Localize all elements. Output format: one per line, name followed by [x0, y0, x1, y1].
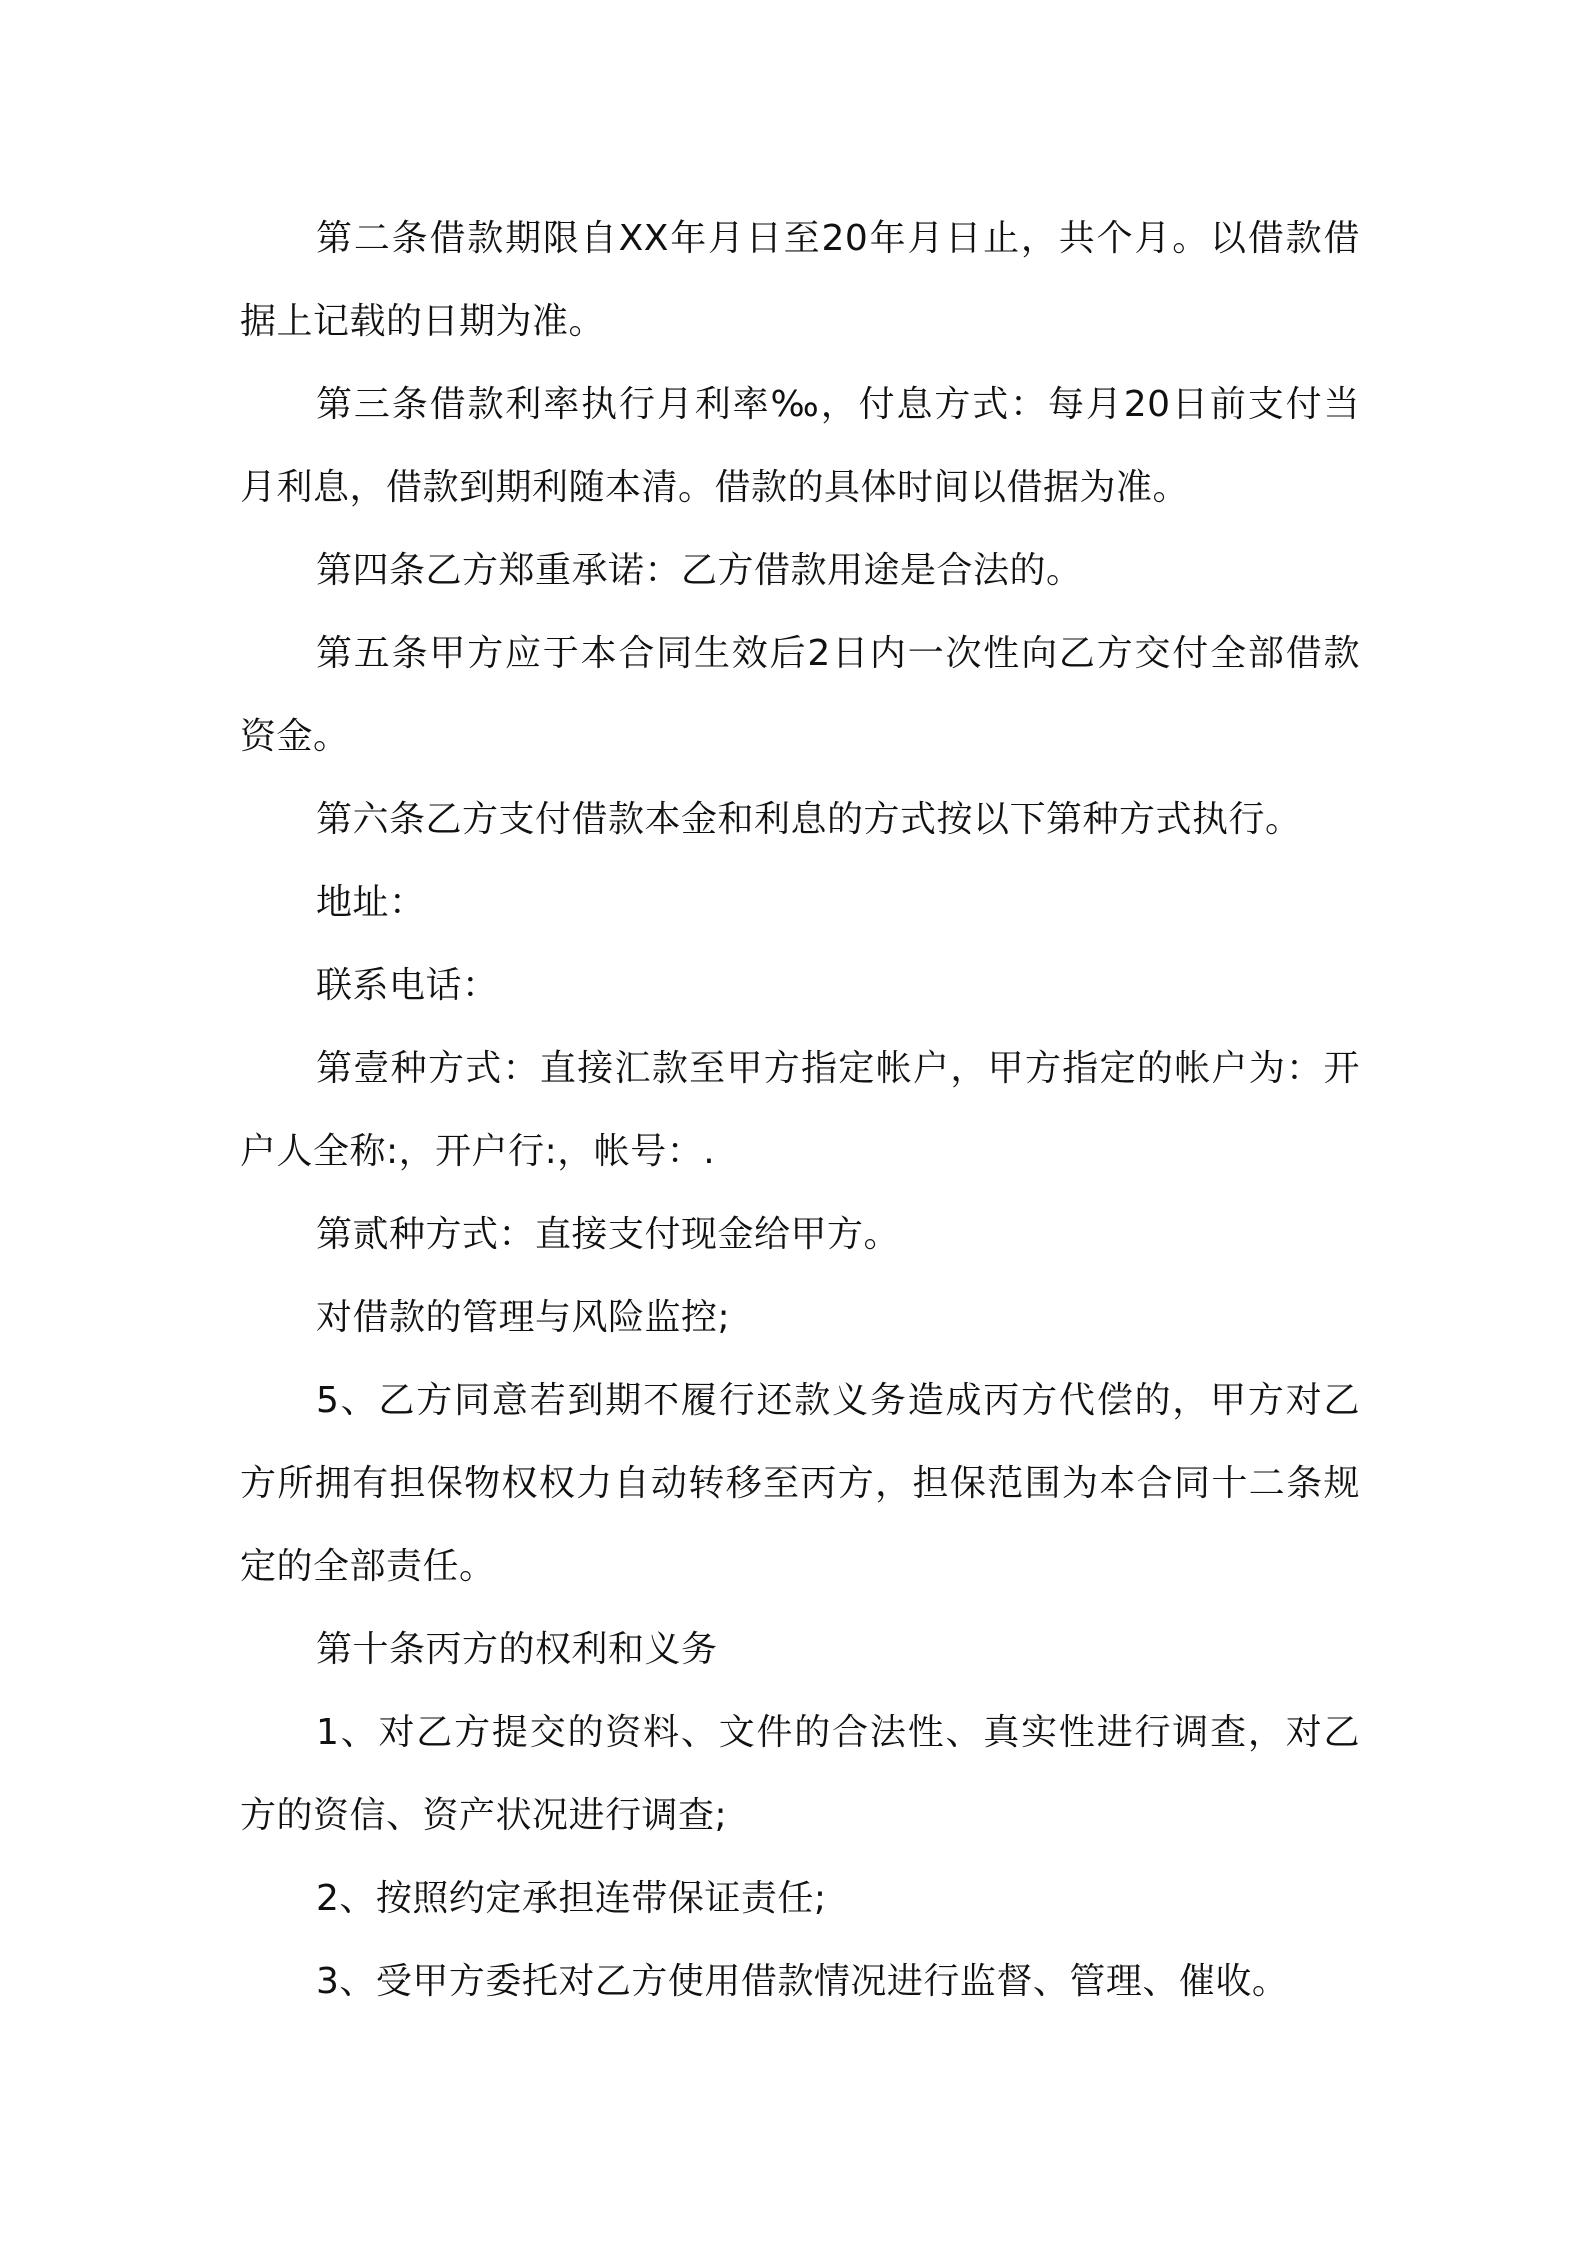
- paragraph-contact-phone: 联系电话：: [316, 965, 499, 1006]
- paragraph-article-3-interest-rate: 第三条借款利率执行月利率‰，付息方式：每月20日前支付当月利息，借款到期利随本清。借款的具体时间以借据为准。: [240, 384, 1360, 508]
- paragraph-address: 地址：: [316, 882, 426, 923]
- document-body: [240, 197, 1360, 2023]
- paragraph-item-3-supervision: 3、受甲方委托对乙方使用借款情况进行监督、管理、催收。: [316, 1961, 1289, 2002]
- paragraph-article-5-disbursement: 第五条甲方应于本合同生效后2日内一次性向乙方交付全部借款资金。: [240, 633, 1360, 757]
- paragraph-item-5-guarantee: 5、乙方同意若到期不履行还款义务造成丙方代偿的，甲方对乙方所拥有担保物权权力自动转移至丙方，担保范围为本合同十二条规定的全部责任。: [240, 1380, 1360, 1587]
- paragraph-article-2-loan-term: 第二条借款期限自XX年月日至20年月日止，共个月。以借款借据上记载的日期为准。: [240, 218, 1360, 342]
- paragraph-method-two: 第贰种方式：直接支付现金给甲方。: [316, 1214, 901, 1255]
- paragraph-method-one: 第壹种方式：直接汇款至甲方指定帐户，甲方指定的帐户为：开户人全称:，开户行:，帐号：.: [240, 1048, 1360, 1172]
- paragraph-article-6-repayment-method: 第六条乙方支付借款本金和利息的方式按以下第种方式执行。: [316, 799, 1302, 840]
- paragraph-risk-monitoring: 对借款的管理与风险监控;: [316, 1297, 731, 1338]
- paragraph-article-4-commitment: 第四条乙方郑重承诺：乙方借款用途是合法的。: [316, 550, 1083, 591]
- paragraph-item-1-investigation: 1、对乙方提交的资料、文件的合法性、真实性进行调查，对乙方的资信、资产状况进行调查;: [240, 1712, 1360, 1836]
- paragraph-item-2-joint-liability: 2、按照约定承担连带保证责任;: [316, 1878, 827, 1919]
- paragraph-article-10-heading: 第十条丙方的权利和义务: [316, 1629, 718, 1670]
